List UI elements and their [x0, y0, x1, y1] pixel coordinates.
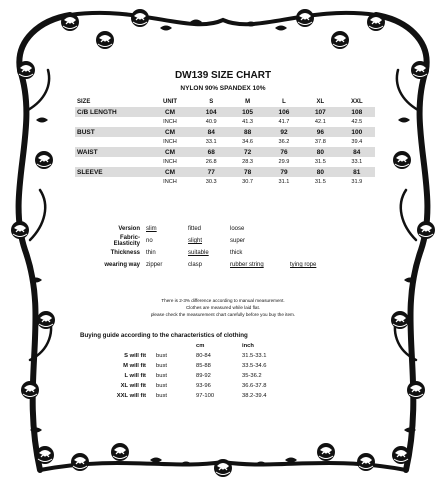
table-row — [80, 371, 302, 381]
value-cell: 30.7 — [242, 179, 254, 185]
value-cell: 42.5 — [351, 119, 363, 125]
value-cell: 31.1 — [278, 179, 290, 185]
guide-size: S will fit — [124, 353, 146, 359]
attribute-label: Version — [118, 226, 140, 232]
attribute-option: no — [146, 238, 153, 244]
guide-cm: 80-84 — [196, 353, 211, 359]
guide-inch: 36.6-37.8 — [242, 383, 267, 389]
note-line: Clothes are measured while laid flat. — [185, 305, 261, 310]
table-row — [75, 157, 375, 167]
value-cell: 107 — [302, 107, 338, 117]
guide-measure: bust — [156, 383, 167, 389]
guide-size: L will fit — [124, 373, 146, 379]
buying-guide-header — [80, 341, 302, 351]
header-xxl: XXL — [350, 99, 363, 105]
size-table — [75, 97, 375, 187]
table-row — [75, 127, 375, 137]
attribute-option-selected: tying rope — [290, 262, 317, 268]
value-cell: 88 — [229, 127, 265, 137]
value-cell: 31.5 — [314, 179, 326, 185]
value-cell: 105 — [229, 107, 265, 117]
unit-cell: INCH — [163, 159, 177, 165]
guide-header-cm: cm — [196, 343, 205, 349]
value-cell: 78 — [229, 167, 265, 177]
note-line: please check the measurement chart carefully before you buy the item. — [150, 312, 296, 317]
unit-cell: INCH — [163, 119, 177, 125]
attribute-option: thin — [146, 250, 156, 256]
header-l: L — [282, 99, 286, 105]
value-cell: 104 — [193, 107, 229, 117]
header-xl: XL — [316, 99, 325, 105]
value-cell: 34.6 — [242, 139, 254, 145]
value-cell: 72 — [229, 147, 265, 157]
value-cell: 31.5 — [314, 159, 326, 165]
chart-panel — [60, 60, 386, 440]
buying-guide-title: Buying guide according to the characteristics of clothing — [80, 332, 248, 339]
attribute-option: fitted — [188, 226, 202, 232]
attribute-label: Thickness — [110, 250, 140, 256]
attribute-option-selected: rubber string — [230, 262, 264, 268]
value-cell: 68 — [193, 147, 229, 157]
unit-cell: CM — [147, 127, 193, 137]
measure-label: SLEEVE — [75, 167, 147, 177]
value-cell: 26.8 — [205, 159, 217, 165]
value-cell: 42.1 — [314, 119, 326, 125]
attribute-option: super — [230, 238, 246, 244]
value-cell: 40.9 — [205, 119, 217, 125]
value-cell: 76 — [266, 147, 302, 157]
table-row — [75, 177, 375, 187]
measure-label: BUST — [75, 127, 147, 137]
attribute-option-selected: slight — [188, 238, 203, 244]
value-cell: 84 — [339, 147, 375, 157]
guide-header-inch: inch — [242, 343, 254, 349]
guide-size: XL will fit — [120, 383, 146, 389]
attribute-option: zipper — [146, 262, 163, 268]
value-cell: 28.3 — [242, 159, 254, 165]
table-row — [80, 381, 302, 391]
attribute-wearing-way — [100, 259, 360, 271]
measurement-notes — [60, 297, 386, 318]
attribute-option: thick — [230, 250, 243, 256]
guide-measure: bust — [156, 373, 167, 379]
buying-guide-table — [80, 341, 302, 401]
chart-title: DW139 SIZE CHART — [174, 70, 272, 81]
value-cell: 41.7 — [278, 119, 290, 125]
attribute-option-selected: suitable — [188, 250, 209, 256]
unit-cell: CM — [147, 167, 193, 177]
table-row — [75, 107, 375, 117]
value-cell: 84 — [193, 127, 229, 137]
header-unit: UNIT — [163, 99, 177, 105]
guide-inch: 33.5-34.6 — [242, 363, 267, 369]
value-cell: 92 — [266, 127, 302, 137]
table-row — [80, 351, 302, 361]
value-cell: 96 — [302, 127, 338, 137]
table-row — [80, 391, 302, 401]
table-row — [75, 167, 375, 177]
guide-size: XXL will fit — [116, 393, 146, 399]
attribute-option-selected: slim — [146, 226, 157, 232]
measure-label: WAIST — [75, 147, 147, 157]
guide-measure: bust — [156, 363, 167, 369]
attribute-thickness — [100, 247, 360, 259]
value-cell: 77 — [193, 167, 229, 177]
value-cell: 30.3 — [205, 179, 217, 185]
guide-cm: 93-96 — [196, 383, 211, 389]
guide-cm: 89-92 — [196, 373, 211, 379]
guide-size: M will fit — [123, 363, 146, 369]
value-cell: 37.8 — [314, 139, 326, 145]
unit-cell: CM — [147, 147, 193, 157]
guide-inch: 35-36.2 — [242, 373, 262, 379]
note-line: There is 2-3% difference according to manual measurement. — [161, 298, 285, 303]
value-cell: 108 — [339, 107, 375, 117]
measure-label: C/B LENGTH — [75, 107, 147, 117]
value-cell: 29.9 — [278, 159, 290, 165]
table-row — [75, 147, 375, 157]
value-cell: 39.4 — [351, 139, 363, 145]
attribute-option: clasp — [188, 262, 203, 268]
unit-cell: INCH — [163, 179, 177, 185]
garment-attributes — [100, 223, 360, 271]
table-row — [80, 361, 302, 371]
guide-cm: 97-100 — [196, 393, 215, 399]
table-row — [75, 137, 375, 147]
value-cell: 80 — [302, 167, 338, 177]
attribute-option: loose — [230, 226, 245, 232]
attribute-version — [100, 223, 360, 235]
attribute-label: wearing way — [104, 262, 140, 268]
unit-cell: CM — [147, 107, 193, 117]
attribute-label: Fabric-Elasticity — [113, 235, 140, 247]
guide-measure: bust — [156, 393, 167, 399]
value-cell: 79 — [266, 167, 302, 177]
value-cell: 31.9 — [351, 179, 363, 185]
size-table-header — [75, 97, 375, 107]
table-row — [75, 117, 375, 127]
header-m: M — [245, 99, 251, 105]
material-composition: NYLON 90% SPANDEX 10% — [180, 85, 266, 92]
value-cell: 80 — [302, 147, 338, 157]
value-cell: 41.3 — [242, 119, 254, 125]
header-s: S — [209, 99, 214, 105]
attribute-elasticity — [100, 235, 360, 247]
value-cell: 33.1 — [351, 159, 363, 165]
value-cell: 100 — [339, 127, 375, 137]
guide-inch: 31.5-33.1 — [242, 353, 267, 359]
value-cell: 36.2 — [278, 139, 290, 145]
unit-cell: INCH — [163, 139, 177, 145]
header-size: SIZE — [77, 99, 91, 105]
value-cell: 81 — [339, 167, 375, 177]
guide-inch: 38.2-39.4 — [242, 393, 267, 399]
guide-cm: 85-88 — [196, 363, 211, 369]
guide-measure: bust — [156, 353, 167, 359]
value-cell: 106 — [266, 107, 302, 117]
value-cell: 33.1 — [205, 139, 217, 145]
